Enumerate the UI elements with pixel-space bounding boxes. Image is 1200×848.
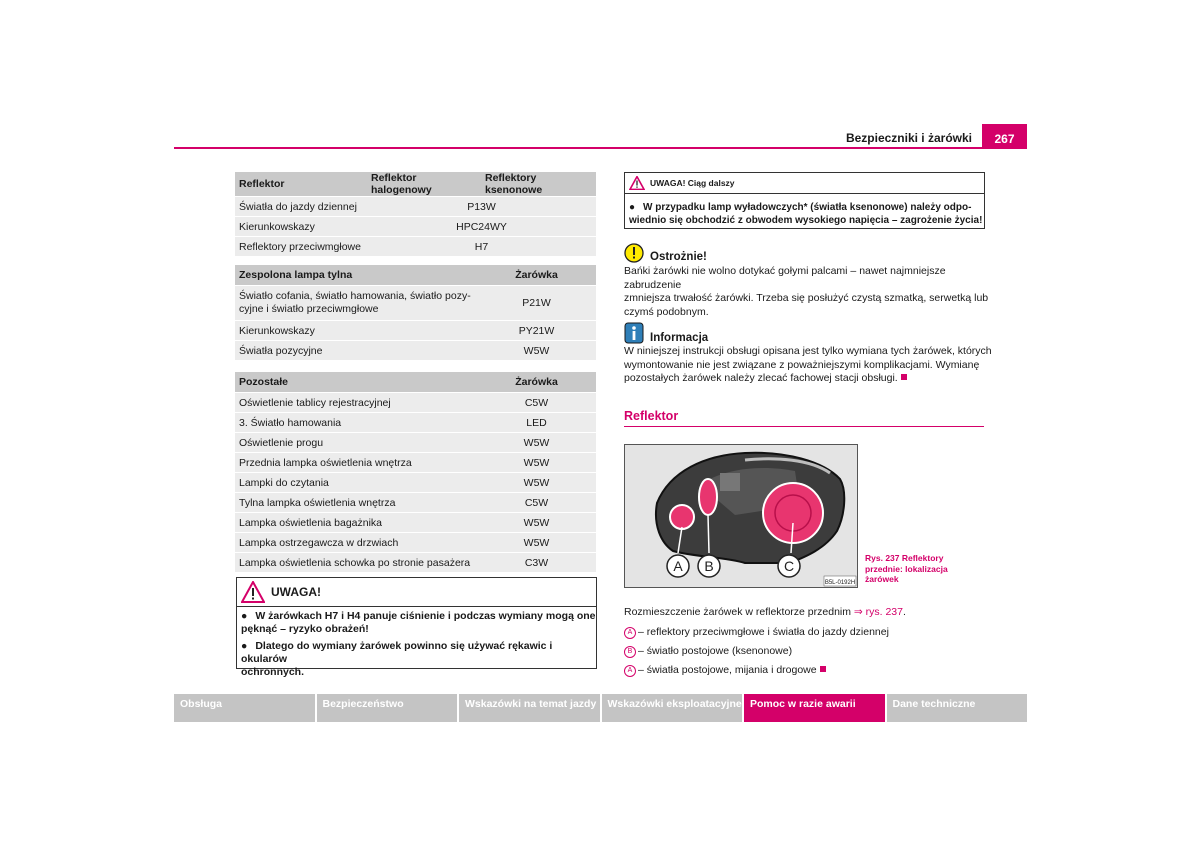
table-cell-label: Reflektory przeciwmgłowe	[235, 237, 367, 257]
table-cell-value: H7	[367, 237, 596, 257]
table-cell-label: Lampka ostrzegawcza w drzwiach	[235, 533, 477, 553]
table-cell-label: Kierunkowskazy	[235, 321, 477, 341]
nav-tab-wskazowki-jazdy[interactable]: Wskazówki na temat jazdy	[459, 694, 600, 722]
table-header: Reflektory ksenonowe	[481, 172, 596, 197]
bullet-icon: ●	[241, 610, 248, 622]
table-cell-value: C3W	[477, 553, 596, 573]
figure-label: B	[704, 558, 714, 574]
legend-text: – światło postojowe (ksenonowe)	[638, 645, 793, 657]
headlight-illustration	[625, 445, 857, 587]
info-line: W niniejszej instrukcji obsługi opisana jest tylko wymiana tych żarówek, których	[624, 345, 992, 357]
table-cell-label: Oświetlenie tablicy rejestracyjnej	[235, 393, 477, 413]
headlight-figure	[624, 444, 858, 588]
caution-line: Bańki żarówki nie wolno dotykać gołymi palcami – nawet najmniejsze zabrudzenie	[624, 265, 946, 291]
info-icon	[624, 322, 644, 344]
table-rear-lamp	[235, 265, 596, 361]
table-header: Pozostałe	[235, 372, 477, 393]
intro-end: .	[903, 606, 906, 618]
caution-line: czymś podobnym.	[624, 305, 709, 318]
caption-line: Rys. 237 Reflektory	[865, 553, 944, 563]
nav-tab-wskazowki-eksploatacyjne[interactable]: Wskazówki eksploatacyjne	[602, 694, 743, 722]
info-text	[624, 345, 994, 386]
figure-label: C	[783, 558, 795, 574]
intro-text: Rozmieszczenie żarówek w reflektorze przednim	[624, 606, 851, 618]
figure-intro	[624, 606, 906, 620]
bullet-icon: ●	[241, 640, 248, 652]
warning-header	[625, 173, 984, 194]
table-cell-value: W5W	[477, 433, 596, 453]
marker-circle-icon: A	[624, 665, 636, 677]
table-cell-value: W5W	[477, 453, 596, 473]
header-rule	[174, 147, 1027, 149]
warning-paragraph	[237, 640, 596, 679]
figure-reference-link[interactable]: ⇒ rys. 237	[853, 606, 903, 618]
table-cell-label	[235, 286, 477, 321]
nav-tab-pomoc-awarii[interactable]: Pomoc w razie awarii	[744, 694, 885, 722]
warning-paragraph	[237, 610, 596, 636]
table-cell-value: P13W	[367, 197, 596, 217]
chapter-navigation	[174, 694, 1027, 722]
end-marker-icon	[820, 666, 826, 672]
bullet-icon: ●	[629, 202, 636, 213]
table-other-bulbs	[235, 372, 596, 573]
table-cell-label: Oświetlenie progu	[235, 433, 477, 453]
table-cell-label: Tylna lampka oświetlenia wnętrza	[235, 493, 477, 513]
warning-box	[236, 577, 597, 678]
info-title: Informacja	[650, 332, 709, 344]
caution-header	[624, 243, 994, 263]
nav-tab-bezpieczenstwo[interactable]: Bezpieczeństwo	[317, 694, 458, 722]
info-header	[624, 322, 994, 344]
table-cell-label: Kierunkowskazy	[235, 217, 367, 237]
legend-item	[624, 664, 826, 678]
warning-paragraph	[625, 201, 984, 227]
figure-caption	[865, 553, 948, 585]
table-cell-value: C5W	[477, 393, 596, 413]
figure-label: A	[673, 558, 683, 574]
caution-section	[624, 243, 994, 319]
table-cell-label: Lampki do czytania	[235, 473, 477, 493]
table-header: Żarówka	[477, 265, 596, 286]
nav-tab-dane-techniczne[interactable]: Dane techniczne	[887, 694, 1028, 722]
figure-code: B5L-0192H	[824, 580, 856, 586]
legend-item	[624, 626, 889, 640]
table-cell-value: W5W	[477, 513, 596, 533]
legend-item	[624, 645, 792, 659]
table-cell-label-line: Światło cofania, światło hamowania, światło pozy-	[239, 290, 471, 302]
warning-line: W żarówkach H7 i H4 panuje ciśnienie i podczas wymiany mogą one	[255, 610, 596, 622]
warning-header	[237, 578, 596, 607]
caption-line: żarówek	[865, 574, 899, 584]
table-cell-label: Przednia lampka oświetlenia wnętrza	[235, 453, 477, 473]
warning-line: Dlatego do wymiany żarówek powinno się używać rękawic i okularów	[241, 640, 553, 665]
warning-triangle-icon	[629, 176, 645, 190]
warning-triangle-icon	[241, 581, 265, 603]
caution-text	[624, 265, 994, 319]
legend-text: – światła postojowe, mijania i drogowe	[638, 664, 817, 676]
warning-title: UWAGA!	[271, 585, 321, 599]
end-marker-icon	[901, 374, 907, 380]
table-header: Zespolona lampa tylna	[235, 265, 477, 286]
table-cell-value: PY21W	[477, 321, 596, 341]
warning-continued-box	[624, 172, 985, 229]
table-header: Reflektor	[235, 172, 367, 197]
nav-tab-obsluga[interactable]: Obsługa	[174, 694, 315, 722]
table-cell-label: Lampka oświetlenia schowka po stronie pasażera	[235, 553, 477, 573]
table-cell-label: 3. Światło hamowania	[235, 413, 477, 433]
caution-title: Ostrożnie!	[650, 251, 707, 263]
table-cell-value: P21W	[477, 286, 596, 321]
table-cell-value: W5W	[477, 533, 596, 553]
table-cell-label: Światła pozycyjne	[235, 341, 477, 361]
table-cell-value: LED	[477, 413, 596, 433]
table-cell-value: HPC24WY	[367, 217, 596, 237]
section-heading: Reflektor	[624, 409, 679, 423]
warning-line: ochronnych.	[241, 666, 305, 678]
info-line: pozostałych żarówek należy zlecać fachowej stacji obsługi.	[624, 372, 898, 384]
table-cell-label-line: cyjne i światło przeciwmgłowe	[239, 303, 379, 315]
marker-circle-icon: B	[624, 646, 636, 658]
table-header: Reflektor halogenowy	[367, 172, 481, 197]
table-header: Żarówka	[477, 372, 596, 393]
table-cell-value: C5W	[477, 493, 596, 513]
table-cell-value: W5W	[477, 341, 596, 361]
warning-title: UWAGA! Ciąg dalszy	[650, 178, 735, 188]
section-rule	[624, 426, 984, 427]
info-line: wymontowanie nie jest związane z poważniejszymi komplikacjami. Wymianę	[624, 358, 980, 371]
table-cell-label: Światła do jazdy dziennej	[235, 197, 367, 217]
table-cell-label: Lampka oświetlenia bagażnika	[235, 513, 477, 533]
caution-line: zmniejsza trwałość żarówki. Trzeba się posłużyć czystą szmatką, serwetką lub	[624, 292, 989, 304]
table-cell-value: W5W	[477, 473, 596, 493]
page-header-title: Bezpieczniki i żarówki	[845, 131, 972, 145]
info-section	[624, 322, 994, 386]
caption-line: przednie: lokalizacja	[865, 563, 948, 574]
exclamation-circle-icon	[624, 243, 644, 263]
marker-circle-icon: A	[624, 627, 636, 639]
legend-text: – reflektory przeciwmgłowe i światła do jazdy dziennej	[638, 626, 889, 638]
warning-line: wiednio się obchodzić z obwodem wysokiego napięcia – zagrożenie życia!	[629, 215, 983, 226]
page-number: 267	[982, 124, 1027, 149]
table-headlights	[235, 172, 596, 257]
warning-line: pęknąć – ryzyko obrażeń!	[241, 623, 369, 635]
warning-line: W przypadku lamp wyładowczych* (światła ksenonowe) należy odpo-	[643, 202, 972, 213]
